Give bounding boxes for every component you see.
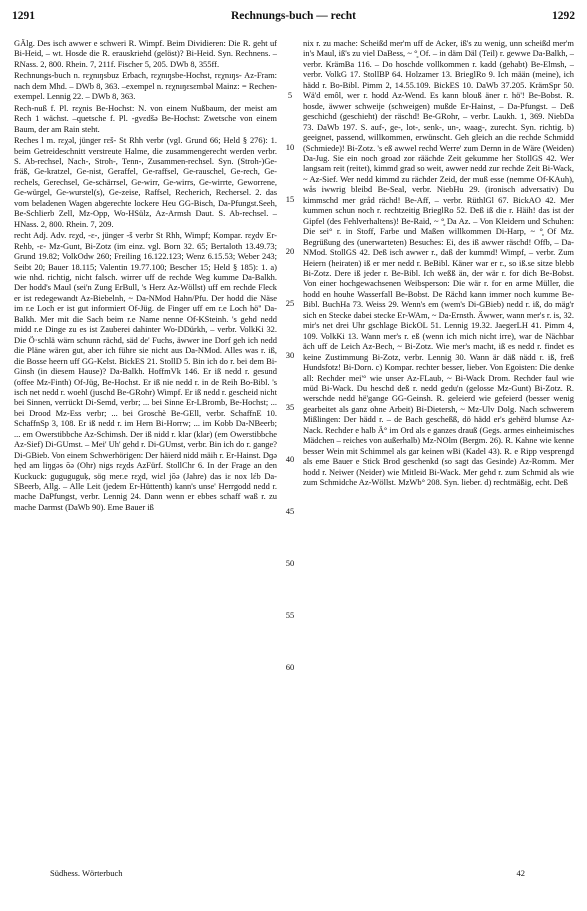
page-number-left: 1291 — [12, 10, 35, 22]
entry-paragraph: Rech-nuß f. Pl. rεχnis Be-Hochst: N. von einem Nußbaum, der meist am Rech 1 wächst. –quetsche f. Pl. -gvεdšə Be-Hochst: Zwetsche von einem Baum, der am Rain steht. — [14, 102, 277, 134]
running-title: Rechnungs-buch — recht — [230, 10, 357, 22]
line-number: 5 — [287, 90, 293, 100]
page-footer — [10, 868, 577, 882]
line-number: 50 — [285, 558, 295, 568]
left-column — [14, 38, 277, 860]
page-number-right: 1292 — [552, 10, 575, 22]
entry-paragraph: Reches l m. rεχəl, jünger rεš- St Rhh verbr (vgl. Grund 66; Held § 276): 1. beim Getreideschnitt verstreute Halme, die zusammengerecht werden verbr. S. Ab-rechsel, Nach-, Stroh-, Tenn-, Zusammen-rechsel. Syn. (Stroh-)Ge-fräß, Ge-kratzel, Ge-nist, Geraffel, Ge-raffsel, Ge-rauschel, Ge-rech, Ge-rechels, Gerechsel, Ge-schärrsel, Ge-wirr, Ge-wirrs, Ge-wirrte, Geworrene, Ge-würgel, Ge-wurstel(s), Ge-zeise, Raffsel, Recherich, Rechersel. 2. das vom beladenen Wagen abgerechte lockere Heu GG-Bisch, Da-Pfungst.Seeh, Be-Schlierb Zell, Mz-Opp, Wo-HSülz, Az-Armsh Daut. S. Ab-rechsel. – HNass. 2, 800. Rhein. 7, 209. — [14, 135, 277, 229]
line-number: 40 — [285, 454, 295, 464]
line-number: 60 — [285, 662, 295, 672]
line-number: 35 — [285, 402, 295, 412]
entry-paragraph: Rechnungs-buch n. rεχnıŋsbuz Erbach, rεχnıŋsbe-Hochst, rεχnıŋs- Az-Fram: nach dem Mhd. – DWb 8, 363. –exempel n. rεχnıŋεsεmbəl Mainz: = Rechen-exempel. Lennig 22. – DWb 8, 363. — [14, 70, 277, 102]
page-header — [10, 10, 577, 28]
line-number: 25 — [285, 298, 295, 308]
line-number: 20 — [285, 246, 295, 256]
line-number: 45 — [285, 506, 295, 516]
signature-number: 42 — [516, 868, 525, 878]
line-number: 10 — [285, 142, 295, 152]
line-number: 15 — [285, 194, 295, 204]
entry-paragraph: nix r. zu mache: Scheißd mer'm uff de Acker, iß's zu wenig, unn scheißd mer'm in's Maul, iß's zu viel DaBess, ~ °̥ Of. – in däm Däl (Teil) r. gewwe Da-Balkh, – verbr. KrämBa 116. – Do hoschde vollkommen r. kadd (gehabt) Be-Elmsh, – verbr. VolkG 17. StollBP 64. Holzamer 13. BrieglRo 9. Ich mään (meine), ich hädd r. Bo-Bibl. Pimm 2, 14.55.109. BickES 10. DaWb 37.205. KrämSpr 50. Wä'd emôl, wer r. hodd Az-Wend. Es kann blouß äner r. hö'! Be-Bobst. R. hosde, äwwer schweije (schweigen) mußde Er-Hainst, – Da-Pfungst. – Deß geschichd (geschieht) der räschd! Be-GRohr, – verbr. Laukh. 1, 369. NiebDa 73. DaWb 197. S. auf-, ge-, lot-, senk-, un-, waag-, zurecht. Syn. richtig. b) geeignet, passend, willkommen, erwünscht. Geh gleich an die rechde Schmidd (Schmiede)! Bi-Zotz. 's eß awwel rechd Werre' zum Dernn in de Wäre (Weiden) Da-Jug. Sie ein noch groad zor räächde Zeit gekumme her StollGS 42. Wer langsam reit (reitet), kimmd grad so weit, awwer nedd zur rechde Zeit Bi-Wack, ~ Az-Sief. Wer nedd kimmd zu rächder Zeid, der muß esse (nemme Of-KAuh), wås iwwrig bleibd Be-Seal, verbr. NiebHu 29. (ironisch adversativ) Du kimmschd mer gråd rächd! Be-Aff, – verbr. RüthlGl 67. BickAO 42. Mer kummen schun noch r. rechtzeitig BrieglRo 52. Deß iß die r. Häih! das ist der Gipfel (des Fehlverhaltens)! Be-Raid, ~ °̥ Da Az. – Von Kleidern und Schuhen: Die sei° r. in Stoff, Farbe und Maßen willkommen Di-Harp, ~ °̥ Of Mz. Begrüßung des (unerwarteten) Besuches: Ei, des iß awwer räschd! Offb, – Da-NMod. StollGS 42. Deß isch awwer r., daß der kummd! Wimpf, – verbr. Zum Heiern (heiraten) iß er mer nedd r. BeBibl. Käner war er r., so iß.se sitze blebb Bi-Zotz. Dere iß jeder r. Be-Bibl. Ich weßß än, der wär r. for dich Be-Bobst. Von einer hochgewachsenen Weibsperson: Die wär r. for en arme Müller, die hodd en houhe Wasserfall Be-Bobst. De Rächd kann immer noch kumme Be-Bibl. BuchHa 73. Weiss 29. Wenn's em (wem's Di-GBieb) nedd r. iß, do mäg'r sich en Stecke dabei stecke Er-WAm, ~ Da-Ernsth. Äwwer, wann mer's r. is, 32. mir's net drei Uhr gschlage BickOL 51. Lennig 19.32. JaegerLH 41. Pimm 4, 109. VolkKi 13. Wann mer's r. eß (wenn ich mich nicht irre), war de Nächbar äch uff de Leich Az-Bech, ~ Bi-Zotz. Wie mer's macht, iß es nedd r. findet es keine Zustimmung Bi-Zotz, verbr. Lennig 30. Wann är däß nädd r. iß, freß Hundsfotz! Bi-Dorn. c) Kompar. rechter besser, lieber. Von Egoisten: Die denke all: Rechder mei'° wie unser Az-FLaub, ~ Bi-Wack Drom. Rechder faul wie müd Bi-Wack. Du heschd deß r. nedd gedu'n (gelosse Mz-Gunt) Bi-Zotz. R. werschde nedd hë'gange GG-Geinsh. R. geleierd wie gefeierd (besser wenig gearbeitet als ganz ohne Arbeit) Bi-Dietersh, ~ Mz-Ulv Dolg. Nach schwerem Mißlingen: Der hädd r. – de Bach gescheßß, dö hädd er's gehërd blumse AzNack. Rechder e halb Ä° im Ord als e ganzes drauß (Gegs. armes einheimisches Mädchen – reiches von außerhalb) Mz-NOlm (Bergm. 26). R. Kahne wie kenne besser Wein mit Schimmel als gar keinen wBi (Kadel 43). R. e Ripp vesprengd als eme Bauer e Stick Brod geschenkd (so sagt das Gesinde) Az-Romm. Mer hodd r. Neiwer (Neider) wie Mitleid Bi-Wack. Mer gehd r. zum Schmid als wie zum Schmidche Az-Wöllst. MzWb° 208. Syn. lieber. d) rechtmäßig, echt. Deß — [303, 38, 574, 488]
line-number: 30 — [285, 350, 295, 360]
entry-paragraph: GÄlg. Des isch awwer e schweri R. Wimpf. Beim Dividieren: Die R. geht uf Bi-Heid, – wt. Hosde die R. erauskriehd (gelöst)? Bi-Heid. Syn. Rechnens. – RNass. 2, 800. Rhein. 7, 211f. Fischer 5, 205. DWb 8, 355ff. — [14, 38, 277, 69]
publication-name: Südhess. Wörterbuch — [50, 868, 123, 878]
right-column — [303, 38, 574, 860]
entry-paragraph: recht Adj. Adv. rεχd, -ε-, jünger -š verbr St Rhh, Wimpf; Kompar. rεχdv Er-Rehb, -ε- Mz-Gunt, Bi-Zotz (im einz. vgl. Born 32. 65; Bertaloth 13.49.73; Grund 19.82; VolkOdw 260; Freiling 16.122.123; Wenz 6.15.53; Weber 243; Seibt 20; Bauer 18.115; Valentin 19.77.100; Bescher 15; Held § 185): 1. a) wie nhd. richtig, nicht falsch. wirrer uff de rechde Weg kumme Da-Balkh. Der hodd's Maul (sei'n Zung ErBull, 's Herz Az-Wöllst) uff em rechde Fleck er ist redegewandt Az-Biebelnh, ~ Da-NMod Hahn/Pfu. Der hodd die Näse im r.e Loch er ist gut informiert Of-Jüg. de Finger uff em r.e Loch hö'' Da-Balkh. Mer mit die Sach beim r.e Name nenne Of-KSteinh. 's gehd nedd midd r.e Dinge zu es ist Zauberei dahinter Wo-DDürkh, – verbr. VolkKi 32. Die Ö·schlä wärn schunn rächd, säd de' Fuchs, äwwer ine Dorf geh ich nedd die Pläne wären gut, aber ich führe sie nicht aus Da-NMod. Alles was r. iß, die Bosse heern uff GG-Kelst. BickES 21. StollD 5. Bin ich do r. bei dem Bi-Ginsh (in diesem Hause)? Da-Balkh. HoffmVk 146. Er iß nedd r. gesund (offee Mz-Finth) Of-Jüg, Be-Hochst. Er iß nie nedd r. in de Reih Bo-Bibl. 's isch net nedd r. woehl (juschd Be-GRohr) Wimpf. Er iß nedd r. gescheid nicht bei Sinnen, verrückt Di-Semd, verbr; ... bei Sinne Er-LBromb, Be-Hochst; ... bei Drood Mz-Ess verbr; ... bei Groschè Be-GEll, verbr. SchaffnE 10. SchaffnSp 3, 108. Er iß nedd r. im Hern Bi-Horrw; ... im Kobb Da-NBeerb; ... em Owerstibbche Az-Schimsh. Der iß nidd r. klar (klar) (em Owerstibbche Az-Sief) Di-GUmst. – Mei' Uh' gehd r. Di-GUmst, verbr. Bin ich do r. gange? Di-GBieb. Von einem Schwerhörigen: Der häierd nidd mäih r. Er-Hainst. Dɡə hẹd am liŋgəs ōə (Ohr) nigs rεχds AzFürf. StollChr 6. In der Frage an den Kuckuck: guguguguḳ, söɡ mer.e rεχd, wiɛl jōə (Jahre) das iɛ nox lέb Da-SBeerb, Allg. – Alle Leit (jedem Er-Hüttenth) kann's unse' Herrgodd nedd r. mache DaPfungst, verbr. Lennig 24. Dann wenn er ebbes schaff waß r. zu mache Darmst (DaWb 90). Eme Bauer iß — [14, 230, 277, 512]
line-number: 55 — [285, 610, 295, 620]
line-number-gutter — [280, 38, 300, 860]
